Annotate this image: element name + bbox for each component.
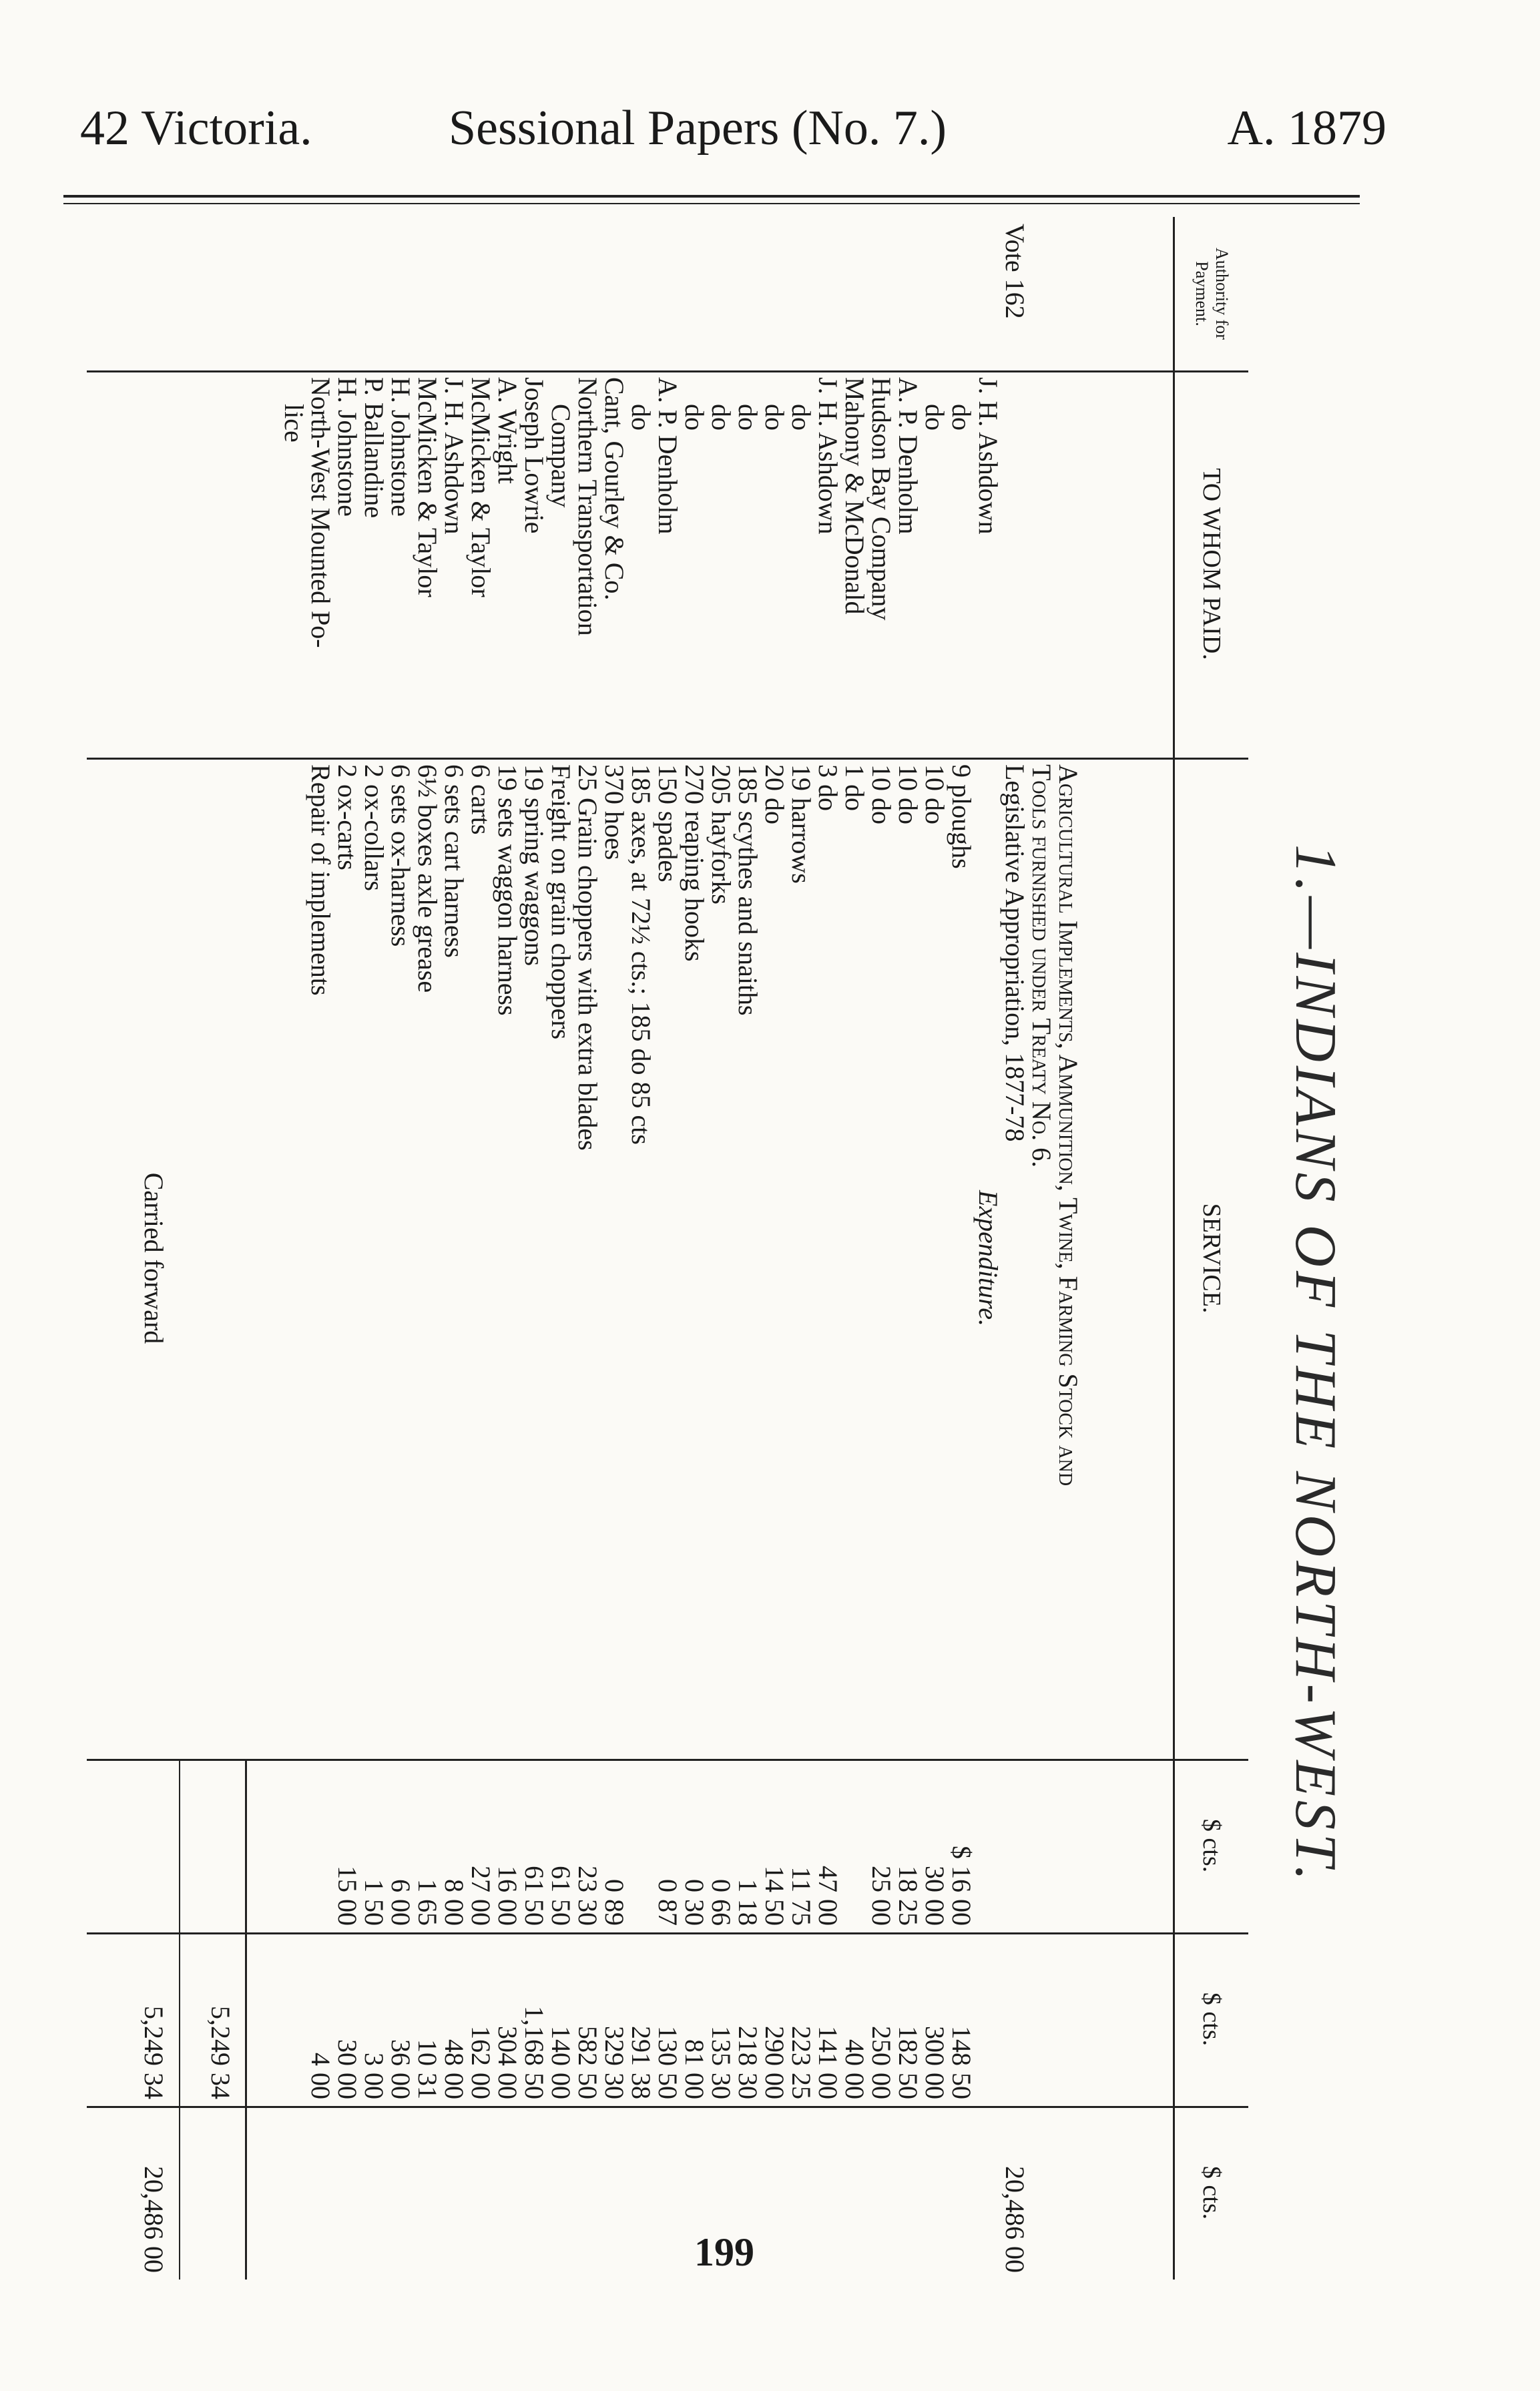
service-entry: Repair of implements (306, 764, 336, 996)
service-entry: 2 ox-collars (359, 764, 389, 891)
service-entry: Expenditure. (973, 1189, 1003, 1326)
accounts-table (87, 217, 1248, 2280)
service-entry: 10 do (920, 764, 950, 824)
to-whom-header: TO WHOM PAID. (1198, 468, 1226, 660)
amount-entry: 290 00 (760, 2026, 790, 2099)
service-entry: 25 Grain choppers with extra blades (573, 764, 603, 1151)
amount-entry: 291 38 (626, 2026, 656, 2099)
amount-entry: 250 00 (866, 2026, 896, 2099)
service-header: SERVICE. (1198, 1203, 1226, 1314)
payee-entry (1135, 377, 1162, 751)
payee-entry: P. Ballandine (359, 377, 389, 519)
payee-entry: do (733, 404, 763, 431)
amount-entry: 1 65 (413, 1879, 443, 1926)
amount-entry: 3 00 (359, 2053, 389, 2099)
payee-entry: North-West Mounted Po- (306, 377, 336, 648)
amount-entry: 329 30 (599, 2026, 629, 2099)
service-entry: 205 hayforks (706, 764, 736, 904)
amount-entry: 140 00 (546, 2026, 576, 2099)
service-entry: 185 scythes and snaiths (733, 764, 763, 1016)
amount-entry: 47 00 (813, 1866, 843, 1926)
service-entry: 2 ox-carts (332, 764, 362, 870)
payee-entry (1081, 377, 1108, 751)
amount-entry: 182 50 (893, 2026, 923, 2099)
service-entry: 1 do (840, 764, 870, 811)
amount-entry (1108, 1939, 1135, 2099)
amount-entry (1028, 1939, 1055, 2099)
amount-entry: 130 50 (653, 2026, 683, 2099)
amount-entry (1055, 1766, 1081, 1926)
service-entry (1135, 764, 1162, 1752)
amount-entry (1055, 1939, 1081, 2099)
payee-entry: Mahony & McDonald (840, 377, 870, 615)
service-entry: 6½ boxes axle grease (413, 764, 443, 993)
payee-entry: do (920, 404, 950, 431)
payee-entry: A. P. Denholm (653, 377, 683, 535)
amount-column-3 (87, 2106, 1248, 2280)
amount-entry (1001, 1766, 1028, 1926)
authority-header: Authority for Payment. (1192, 248, 1232, 340)
amount-entry (975, 1766, 1001, 1926)
amount-entry: 6 00 (386, 1879, 416, 1926)
amount-entry (307, 1766, 334, 1926)
running-head-left: 42 Victoria. (80, 101, 312, 156)
amount-list-2 (307, 1939, 1162, 2099)
payee-entry: do (626, 404, 656, 431)
amount-entry: 304 00 (493, 2026, 523, 2099)
amount-entry: 582 50 (573, 2026, 603, 2099)
amount-header-1: $ cts. (1198, 1818, 1226, 1873)
service-list (307, 764, 1162, 1752)
amount-column-1 (87, 1759, 1248, 1932)
payee-entry: J. H. Ashdown (973, 377, 1003, 535)
payee-entry: do (680, 404, 710, 431)
payee-entry: lice (279, 404, 309, 443)
service-entry: Legislative Appropriation, 1877-78 (1000, 764, 1030, 1142)
amount-entry: 8 00 (439, 1879, 469, 1926)
amount-entry: 40 00 (840, 2039, 870, 2099)
authority-column (87, 217, 1248, 370)
amount-entry: 4 00 (306, 2053, 336, 2099)
amount-entry: 148 50 (947, 2026, 977, 2099)
service-entry: 3 do (813, 764, 843, 811)
service-entry: Agricultural Implements, Ammunition, Twine, Farming Stock and (1053, 764, 1083, 1487)
amount-entry (841, 1766, 868, 1926)
service-entry: 370 hoes (599, 764, 629, 860)
total-rule-thin (179, 1759, 180, 2280)
amount-entry: 27 00 (466, 1866, 496, 1926)
payee-entry: H. Johnstone (332, 377, 362, 517)
running-head-center: Sessional Papers (No. 7.) (449, 101, 947, 156)
payee-entry: J. H. Ashdown (439, 377, 469, 535)
amount-entry: 1,168 50 (519, 2006, 549, 2099)
amount-entry (627, 1766, 654, 1926)
service-entry: 19 sets waggon harness (493, 764, 523, 1016)
payee-entry: Joseph Lowrie (519, 377, 549, 534)
service-entry (1081, 764, 1108, 1752)
payee-entry: McMicken & Taylor (466, 377, 496, 597)
amount-entry: 30 00 (920, 1866, 950, 1926)
amount-list-1 (307, 1766, 1162, 1926)
amount-column-2 (87, 1932, 1248, 2106)
authority-vote: Vote 162 (1000, 224, 1030, 319)
amount-entry: 10 31 (413, 2039, 443, 2099)
running-head-right: A. 1879 (1227, 101, 1386, 156)
service-entry (1108, 764, 1135, 1752)
carried-forward-label: Carried forward (139, 1172, 169, 1344)
payee-entry: H. Johnstone (386, 377, 416, 517)
to-whom-paid-column (87, 370, 1248, 758)
payee-entry: do (947, 404, 977, 431)
amount-entry: 223 25 (786, 2026, 816, 2099)
amount-entry: 14 50 (760, 1866, 790, 1926)
payee-entry (1055, 377, 1081, 751)
payee-entry (1001, 377, 1028, 751)
amount-entry (1081, 1766, 1108, 1926)
service-entry: 270 reaping hooks (680, 764, 710, 962)
amount-total-2: 5,249 34 (139, 2006, 169, 2099)
payee-entry (1028, 377, 1055, 751)
service-entry: Freight on grain choppers (546, 764, 576, 1040)
amount-entry: 300 00 (920, 2026, 950, 2099)
payee-list (280, 377, 1162, 751)
amount-entry: 61 50 (546, 1866, 576, 1926)
service-entry: 150 spades (653, 764, 683, 882)
payee-entry: do (706, 404, 736, 431)
amount-entry (1108, 1766, 1135, 1926)
amount-entry: 0 30 (680, 1879, 710, 1926)
amount-entry: 25 00 (866, 1866, 896, 1926)
payee-entry: McMicken & Taylor (413, 377, 443, 597)
payee-entry (1108, 377, 1135, 751)
service-entry: Tools furnished under Treaty No. 6. (1027, 764, 1057, 1168)
amount-entry: 16 00 (493, 1866, 523, 1926)
service-entry: 9 ploughs (947, 764, 977, 869)
amount-subtotal: 5,249 34 (206, 2006, 236, 2099)
amount-entry: 23 30 (573, 1866, 603, 1926)
appropriation-amount: 20,486 00 (1000, 2166, 1030, 2273)
service-entry: 6 sets ox-harness (386, 764, 416, 947)
amount-entry: 0 87 (653, 1879, 683, 1926)
payee-entry: do (760, 404, 790, 431)
amount-total-3: 20,486 00 (139, 2166, 169, 2273)
service-entry: 19 harrows (786, 764, 816, 884)
service-entry: 6 sets cart harness (439, 764, 469, 958)
amount-entry (975, 1939, 1001, 2099)
amount-entry: 61 50 (519, 1866, 549, 1926)
payee-entry: Company (546, 404, 576, 508)
table-banner: 1.—INDIANS OF THE NORTH-WEST. (1283, 844, 1348, 1885)
amount-entry: 11 75 (786, 1866, 816, 1926)
service-entry: 185 axes, at 72½ cts.; 185 do 85 cts (626, 764, 656, 1145)
payee-entry: A. Wright (493, 377, 523, 484)
payee-entry: do (786, 404, 816, 431)
amount-entry: 0 66 (706, 1879, 736, 1926)
amount-entry: 30 00 (332, 2039, 362, 2099)
service-entry: 10 do (893, 764, 923, 824)
amount-header-2: $ cts. (1198, 1992, 1226, 2047)
amount-entry: 141 00 (813, 2026, 843, 2099)
amount-entry (1081, 1939, 1108, 2099)
amount-entry: 36 00 (386, 2039, 416, 2099)
payee-entry: Cant, Gourley & Co. (599, 377, 629, 601)
service-entry: 19 spring waggons (519, 764, 549, 967)
amount-entry (1001, 1939, 1028, 2099)
amount-entry: $ 16 00 (947, 1846, 977, 1926)
payee-entry: A. P. Denholm (893, 377, 923, 535)
header-rule (63, 195, 1360, 198)
amount-entry: 1 50 (359, 1879, 389, 1926)
payee-entry: Hudson Bay Company (866, 377, 896, 621)
amount-entry: 48 00 (439, 2039, 469, 2099)
total-rule (245, 1759, 247, 2280)
service-column (87, 758, 1248, 1759)
rotated-table-block (73, 217, 1355, 2280)
amount-entry: 218 30 (733, 2026, 763, 2099)
amount-entry: 18 25 (893, 1866, 923, 1926)
amount-entry: 162 00 (466, 2026, 496, 2099)
header-rule-thin (63, 203, 1360, 204)
amount-entry: 81 00 (680, 2039, 710, 2099)
amount-entry: 1 18 (733, 1879, 763, 1926)
amount-entry: 15 00 (332, 1866, 362, 1926)
amount-entry: 135 30 (706, 2026, 736, 2099)
amount-entry (1028, 1766, 1055, 1926)
payee-entry: J. H. Ashdown (813, 377, 843, 535)
amount-entry (1135, 1939, 1162, 2099)
service-entry: 20 do (760, 764, 790, 824)
service-entry: 10 do (866, 764, 896, 824)
payee-entry: Northern Transportation (573, 377, 603, 636)
page-number: 199 (694, 2230, 754, 2274)
service-entry: 6 carts (466, 764, 496, 835)
amount-entry: 0 89 (599, 1879, 629, 1926)
amount-header-3: $ cts. (1198, 2165, 1226, 2220)
amount-entry (1135, 1766, 1162, 1926)
